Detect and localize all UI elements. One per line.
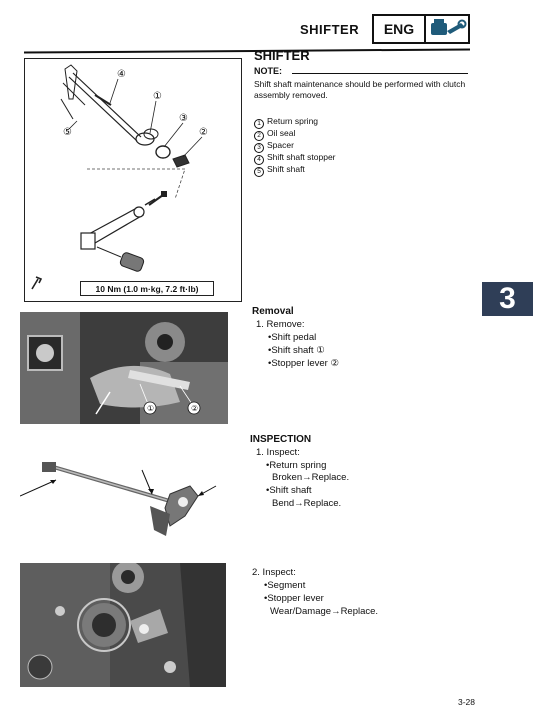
removal-title: Removal	[252, 306, 294, 317]
removal-item: •Shift pedal	[268, 332, 317, 343]
chapter-tab: 3	[482, 282, 533, 316]
photo-callout-2: ②	[191, 404, 199, 413]
header-badge	[372, 14, 470, 44]
shift-shaft-photo	[20, 456, 228, 548]
inspection-item: •Segment	[264, 580, 306, 591]
torque-spec: 10 Nm (1.0 m·kg, 7.2 ft·lb)	[80, 281, 214, 296]
wrench-torque-icon	[29, 275, 43, 296]
callout-4: ④	[117, 69, 126, 80]
callout-3: ③	[179, 113, 188, 124]
inspection-item: •Stopper lever	[264, 593, 324, 604]
removal-item: •Shift shaft ①	[268, 345, 325, 356]
photo-callout-1: ①	[147, 404, 155, 413]
note-label: NOTE:	[254, 66, 282, 76]
legend-item: 5 Shift shaft	[254, 165, 336, 177]
callout-5: ⑤	[63, 127, 72, 138]
inspection-item: •Shift shaft	[266, 485, 312, 496]
header-badge-label: ENG	[374, 16, 426, 42]
inspection-item: Broken→Replace.	[272, 472, 350, 483]
legend-item: 3 Spacer	[254, 141, 336, 153]
removal-photo	[20, 312, 228, 424]
note-text: Shift shaft maintenance should be performed with clutch assembly removed.	[254, 79, 466, 100]
inspection-step-2: 2. Inspect:	[252, 567, 296, 578]
header-section-title: SHIFTER	[300, 22, 360, 37]
section-title: SHIFTER	[254, 48, 310, 63]
removal-step: 1. Remove:	[256, 319, 305, 330]
inspection-item: Wear/Damage→Replace.	[270, 606, 379, 617]
inspection-item: •Return spring	[266, 460, 327, 471]
callout-1: ①	[153, 91, 162, 102]
header-rule	[24, 48, 470, 53]
exploded-diagram	[24, 58, 242, 302]
legend-item: 2 Oil seal	[254, 129, 336, 141]
engine-wrench-icon	[426, 16, 468, 42]
inspection-item: Bend→Replace.	[272, 498, 342, 509]
note-rule	[292, 73, 468, 74]
removal-item: •Stopper lever ②	[268, 358, 339, 369]
inspection-step-1: 1. Inspect:	[256, 447, 300, 458]
inspection-title: INSPECTION	[250, 434, 312, 445]
crankcase-photo	[20, 563, 226, 687]
parts-legend	[254, 117, 336, 177]
legend-item: 1 Return spring	[254, 117, 336, 129]
page-number: 3-28	[458, 697, 476, 707]
callout-2: ②	[199, 127, 208, 138]
legend-item: 4 Shift shaft stopper	[254, 153, 336, 165]
